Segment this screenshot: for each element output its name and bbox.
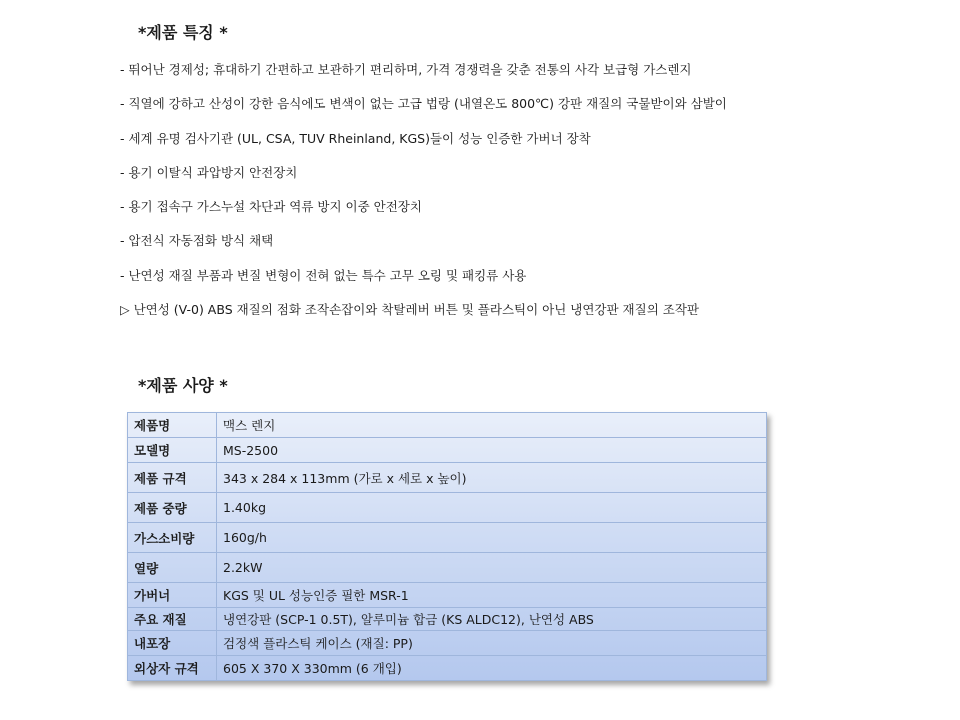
table-row: [128, 438, 767, 463]
table-row: [128, 523, 767, 553]
spec-value: KGS 및 UL 성능인증 필한 MSR-1: [217, 583, 767, 608]
specs-title: *제품 사양 *: [138, 376, 228, 395]
spec-value: 343 x 284 x 113mm (가로 x 세로 x 높이): [217, 463, 767, 493]
table-row: [128, 656, 767, 681]
feature-item: - 용기 이탈식 과압방지 안전장치: [120, 164, 298, 180]
features-title: *제품 특징 *: [138, 23, 228, 42]
table-row: [128, 608, 767, 631]
spec-value: 1.40kg: [217, 493, 767, 523]
table-row: [128, 413, 767, 438]
spec-value: 605 X 370 X 330mm (6 개입): [217, 656, 767, 681]
spec-value: MS-2500: [217, 438, 767, 463]
feature-item: - 뛰어난 경제성; 휴대하기 간편하고 보관하기 편리하며, 가격 경쟁력을 갖춘 전통의 사각 보급형 가스렌지: [120, 62, 692, 77]
table-row: [128, 583, 767, 608]
feature-list: [120, 61, 727, 335]
spec-label: 모델명: [128, 438, 217, 463]
spec-value: 160g/h: [217, 523, 767, 553]
spec-label: 제품 규격: [128, 463, 217, 493]
spec-value: 2.2kW: [217, 553, 767, 583]
feature-item: ▷ 난연성 (V-0) ABS 재질의 점화 조작손잡이와 착탈레버 버튼 및 플라스틱이 아닌 냉연강판 재질의 조작판: [120, 302, 699, 318]
feature-item: - 압전식 자동점화 방식 채택: [120, 233, 274, 249]
spec-label: 주요 재질: [128, 608, 217, 631]
feature-item: - 용기 접속구 가스누설 차단과 역류 방지 이중 안전장치: [120, 199, 422, 215]
spec-table-container: [127, 412, 767, 681]
spec-label: 제품명: [128, 413, 217, 438]
spec-label: 가버너: [128, 583, 217, 608]
table-row: [128, 493, 767, 523]
feature-item: - 직열에 강하고 산성이 강한 음식에도 변색이 없는 고급 법랑 (내열온도 800℃) 강판 재질의 국물받이와 삼발이: [120, 96, 727, 112]
table-row: [128, 463, 767, 493]
spec-label: 내포장: [128, 631, 217, 656]
table-row: [128, 631, 767, 656]
spec-label: 제품 중량: [128, 493, 217, 523]
spec-label: 열량: [128, 553, 217, 583]
feature-item: - 세계 유명 검사기관 (UL, CSA, TUV Rheinland, KGS)들이 성능 인증한 가버너 장착: [120, 130, 591, 146]
spec-value: 냉연강판 (SCP-1 0.5T), 알루미늄 합금 (KS ALDC12), 난연성 ABS: [217, 608, 767, 631]
spec-label: 가스소비량: [128, 523, 217, 553]
spec-table: [127, 412, 767, 681]
feature-item: - 난연성 재질 부품과 변질 변형이 전혀 없는 특수 고무 오링 및 패킹류 사용: [120, 267, 527, 283]
spec-label: 외상자 규격: [128, 656, 217, 681]
spec-value: 맥스 렌지: [217, 413, 767, 438]
table-row: [128, 553, 767, 583]
spec-value: 검정색 플라스틱 케이스 (재질: PP): [217, 631, 767, 656]
